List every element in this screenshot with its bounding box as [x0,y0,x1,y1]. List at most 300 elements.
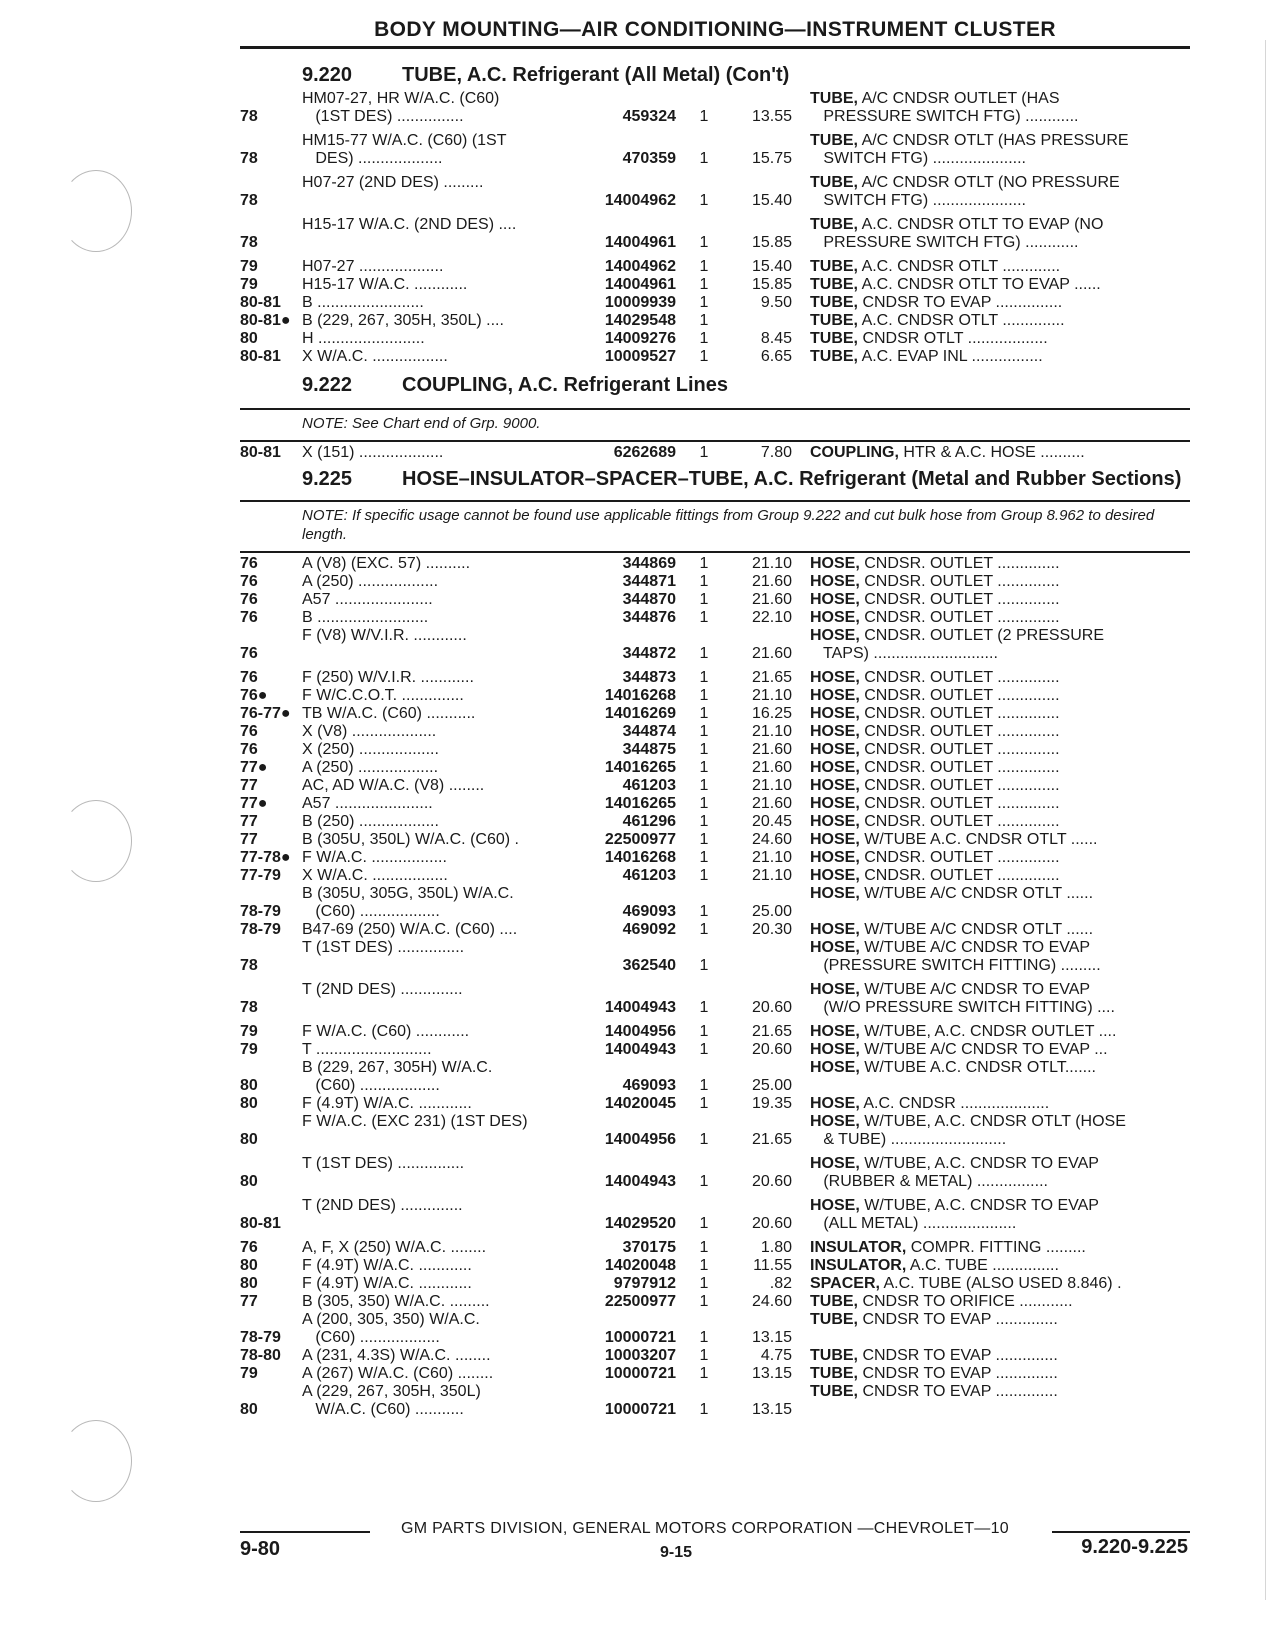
year-cell: 76 [240,669,258,686]
quantity-cell: 1 [699,1077,709,1094]
model-description-cell: H07-27 (2ND DES) ......... [302,174,484,191]
part-detail: W/TUBE A.C. CNDSR OTLT ...... [859,831,1098,848]
price-cell: 11.55 [753,1257,792,1274]
quantity-cell: 1 [699,795,709,812]
part-detail: CNDSR. OUTLET .............. [859,759,1060,776]
model-description-cell: A57 ...................... [302,795,433,812]
quantity-cell: 1 [699,330,709,347]
part-number-cell: 14004943 [604,1173,676,1190]
part-type: TUBE, [810,348,858,365]
part-number-cell: 344876 [622,609,676,626]
year-cell: 80 [240,1095,258,1112]
part-type: HOSE, [810,1095,860,1112]
part-name-cell [792,921,1190,939]
part-name-cell [792,591,1190,609]
price-cell: 8.45 [760,330,792,347]
table-row [240,813,1190,831]
part-name-cell [792,1311,1190,1347]
year-cell: 77 [240,777,258,794]
price-cell: 9.50 [760,294,792,311]
year-cell: 76-77● [240,705,291,722]
part-detail: A.C. CNDSR OTLT ............. [858,258,1061,275]
part-name-cell [792,444,1190,462]
part-detail: CNDSR. OUTLET .............. [859,795,1060,812]
model-description-cell: B (250) .................. [302,813,439,830]
part-number-cell: 22500977 [604,831,676,848]
part-type: HOSE, [810,795,860,812]
part-type: HOSE, [810,939,860,956]
year-cell: 76 [240,609,258,626]
model-description-cell: B (305, 350) W/A.C. ......... [302,1293,490,1310]
part-detail: W/TUBE, A.C. CNDSR OUTLET .... [859,1023,1117,1040]
part-type: HOSE, [810,741,860,758]
quantity-cell: 1 [699,1365,709,1382]
price-cell: 13.15 [751,1401,792,1418]
part-detail: CNDSR. OUTLET .............. [859,849,1060,866]
model-description-cell: T (1ST DES) ............... [302,939,465,956]
part-type: HOSE, [810,555,860,572]
table-row [240,258,1190,276]
quantity-cell: 1 [699,258,709,275]
model-description-cell: F W/A.C. (EXC 231) (1ST DES) [302,1113,528,1130]
table-row [240,627,1190,663]
part-detail: CNDSR. OUTLET .............. [859,687,1060,704]
year-cell: 76● [240,687,268,704]
part-type: HOSE, [810,609,860,626]
year-cell: 77-79 [240,867,281,884]
model-description-cell: X W/A.C. ................. [302,867,448,884]
part-name-cell [792,759,1190,777]
part-detail: W/TUBE, A.C. CNDSR TO EVAP (RUBBER & METAL) ................ [823,1155,1099,1190]
model-description-cell: A57 ...................... [302,591,433,608]
model-description-cell: HM07-27, HR W/A.C. (C60) (1ST DES) ............... [302,90,500,125]
part-name-cell [792,312,1190,330]
quantity-cell: 1 [699,1347,709,1364]
quantity-cell: 1 [699,867,709,884]
part-name-cell [792,627,1190,663]
price-cell: 15.85 [751,234,792,251]
part-name-cell [792,939,1190,975]
part-type: HOSE, [810,981,860,998]
part-detail: CNDSR TO EVAP .............. [858,1311,1058,1328]
price-cell: 20.60 [751,1041,792,1058]
price-cell: 21.60 [751,759,792,776]
quantity-cell: 1 [699,192,709,209]
part-type: HOSE, [810,1155,860,1172]
part-name-cell [792,1113,1190,1149]
model-description-cell: T (1ST DES) ............... [302,1155,465,1172]
part-number-cell: 344870 [622,591,676,608]
model-description-cell: X (V8) ................... [302,723,437,740]
part-type: TUBE, [810,1365,858,1382]
quantity-cell: 1 [699,1239,709,1256]
part-name-cell [792,867,1190,885]
price-cell: 21.10 [751,723,792,740]
price-cell: 21.10 [751,849,792,866]
part-detail: HTR & A.C. HOSE .......... [898,444,1085,461]
part-detail: CNDSR TO EVAP .............. [858,1347,1058,1364]
part-detail: A.C. EVAP INL ................ [858,348,1043,365]
binder-hole-middle [60,800,132,882]
model-description-cell: A (250) .................. [302,759,439,776]
price-cell: 24.60 [751,1293,792,1310]
part-name-cell [792,1275,1190,1293]
table-row [240,609,1190,627]
part-number-cell: 14029520 [604,1215,676,1232]
year-cell: 78 [240,150,258,167]
table-row [240,1347,1190,1365]
part-detail: CNDSR. OUTLET .............. [859,777,1060,794]
page-number-center: 9-15 [660,1544,693,1561]
quantity-cell: 1 [699,348,709,365]
table-row [240,312,1190,330]
part-detail: CNDSR TO EVAP ............... [858,294,1063,311]
part-type: TUBE, [810,1293,858,1310]
year-cell: 80 [240,1077,258,1094]
part-name-cell [792,885,1190,921]
part-number-cell: 362540 [622,957,676,974]
year-cell: 79 [240,1365,258,1382]
table-row [240,723,1190,741]
model-description-cell: F W/C.C.O.T. .............. [302,687,464,704]
price-cell: 21.60 [751,795,792,812]
quantity-cell: 1 [699,831,709,848]
model-description-cell: X (250) .................. [302,741,439,758]
table-row [240,1197,1190,1233]
part-type: TUBE, [810,312,858,329]
quantity-cell: 1 [699,444,709,461]
binder-hole-top [60,170,132,252]
table-row [240,348,1190,366]
year-cell: 76 [240,723,258,740]
year-cell: 76 [240,1239,258,1256]
table-row [240,1239,1190,1257]
part-type: HOSE, [810,723,860,740]
part-detail: W/TUBE, A.C. CNDSR TO EVAP (ALL METAL) ..................... [823,1197,1099,1232]
model-description-cell: B (305U, 350L) W/A.C. (C60) . [302,831,519,848]
part-type: TUBE, [810,276,858,293]
year-cell: 80 [240,1275,258,1292]
year-cell: 76 [240,741,258,758]
part-detail: A.C. CNDSR OTLT TO EVAP ...... [858,276,1101,293]
quantity-cell: 1 [699,903,709,920]
table-row [240,759,1190,777]
table-row [240,1095,1190,1113]
part-detail: CNDSR TO EVAP .............. [858,1383,1058,1400]
part-number-cell: 10009527 [604,348,676,365]
part-name-cell [792,1257,1190,1275]
price-cell: 1.80 [760,1239,792,1256]
part-number-cell: 370175 [622,1239,676,1256]
section-title [240,374,1190,396]
part-number-cell: 22500977 [604,1293,676,1310]
quantity-cell: 1 [699,849,709,866]
part-detail: W/TUBE A/C CNDSR TO EVAP (W/O PRESSURE SWITCH FITTING) .... [823,981,1115,1016]
price-cell [732,312,792,330]
year-cell: 78 [240,999,258,1016]
table-row [240,1023,1190,1041]
quantity-cell: 1 [699,150,709,167]
year-cell: 78 [240,234,258,251]
price-cell: 21.60 [751,741,792,758]
price-cell: 4.75 [760,1347,792,1364]
model-description-cell: B (305U, 305G, 350L) W/A.C. (C60) .................. [302,885,514,920]
part-name-cell [792,216,1190,252]
page-edge [1265,40,1266,1600]
part-detail: CNDSR. OUTLET .............. [859,591,1060,608]
year-cell: 80-81● [240,312,291,329]
part-detail: CNDSR. OUTLET .............. [859,723,1060,740]
quantity-cell: 1 [699,294,709,311]
part-detail: W/TUBE A/C CNDSR TO EVAP ... [859,1041,1108,1058]
price-cell: 25.00 [751,1077,792,1094]
part-type: TUBE, [810,216,858,233]
part-detail: CNDSR TO EVAP .............. [858,1365,1058,1382]
table-row [240,705,1190,723]
quantity-cell: 1 [699,1095,709,1112]
part-name-cell [792,276,1190,294]
part-type: TUBE, [810,1347,858,1364]
part-name-cell [792,687,1190,705]
model-description-cell: AC, AD W/A.C. (V8) ........ [302,777,485,794]
price-cell: 21.60 [751,591,792,608]
year-cell: 80-81 [240,294,281,311]
part-name-cell [792,1197,1190,1233]
part-type: HOSE, [810,627,860,644]
quantity-cell: 1 [699,312,709,329]
model-description-cell: TB W/A.C. (C60) ........... [302,705,476,722]
part-number-cell: 14016268 [604,849,676,866]
price-cell: 21.60 [751,645,792,662]
table-row [240,132,1190,168]
part-name-cell [792,1239,1190,1257]
part-number-cell: 14020048 [604,1257,676,1274]
table-row [240,1293,1190,1311]
price-cell: 21.10 [751,777,792,794]
year-cell: 77 [240,1293,258,1310]
parts-list [240,555,1190,1419]
part-name-cell [792,813,1190,831]
price-cell: 20.45 [751,813,792,830]
price-cell: 21.10 [751,555,792,572]
section-note: NOTE: If specific usage cannot be found use applicable fittings from Group 9.222 and cut bulk hose from Group 8.962 to desired length. [302,507,1155,543]
footer-rule [240,1531,370,1533]
year-cell: 77● [240,759,268,776]
year-cell: 77 [240,813,258,830]
model-description-cell: F W/A.C. (C60) ............ [302,1023,470,1040]
quantity-cell: 1 [699,705,709,722]
part-type: COUPLING, [810,444,899,461]
table-row [240,885,1190,921]
table-row [240,276,1190,294]
part-name-cell [792,1059,1190,1095]
part-type: INSULATOR, [810,1257,907,1274]
price-cell: 16.25 [751,705,792,722]
table-row [240,174,1190,210]
part-detail: CNDSR TO ORIFICE ............ [858,1293,1073,1310]
price-cell: 15.85 [751,276,792,293]
table-row [240,741,1190,759]
model-description-cell: F (4.9T) W/A.C. ............ [302,1095,472,1112]
year-cell: 77● [240,795,268,812]
part-number-cell: 344872 [622,645,676,662]
part-name-cell [792,132,1190,168]
part-detail: CNDSR. OUTLET .............. [859,609,1060,626]
part-number-cell: 344875 [622,741,676,758]
part-type: HOSE, [810,1041,860,1058]
year-cell: 77 [240,831,258,848]
table-row [240,1257,1190,1275]
part-type: SPACER, [810,1275,880,1292]
price-cell: 20.60 [751,1173,792,1190]
table-row [240,1041,1190,1059]
part-number-cell: 14004961 [604,276,676,293]
model-description-cell: B ......................... [302,609,429,626]
part-number-cell: 14004943 [604,1041,676,1058]
model-description-cell: X W/A.C. ................. [302,348,448,365]
section-note: NOTE: See Chart end of Grp. 9000. [302,415,541,432]
year-cell: 80 [240,330,258,347]
price-cell: 21.65 [751,1131,792,1148]
part-detail: A/C CNDSR OTLT (NO PRESSURE SWITCH FTG) ..................... [823,174,1120,209]
part-type: INSULATOR, [810,1239,907,1256]
section-number: 9.222 [302,374,353,396]
part-name-cell [792,849,1190,867]
table-row [240,1155,1190,1191]
table-row [240,1311,1190,1347]
part-number-cell: 344869 [622,555,676,572]
part-type: HOSE, [810,921,860,938]
part-number-cell: 469092 [622,921,676,938]
section-name: HOSE–INSULATOR–SPACER–TUBE, A.C. Refrigerant (Metal and Rubber Sections) [402,468,1182,490]
part-detail: W/TUBE A.C. CNDSR OTLT....... [859,1059,1096,1076]
page-number: 9-80 [240,1538,281,1560]
year-cell: 79 [240,276,258,293]
part-name-cell [792,90,1190,126]
footer-publisher: GM PARTS DIVISION, GENERAL MOTORS CORPORATION —CHEVROLET—10 [400,1520,1010,1537]
quantity-cell: 1 [699,108,709,125]
table-row [240,1365,1190,1383]
part-type: TUBE, [810,90,858,107]
part-detail: W/TUBE, A.C. CNDSR OTLT (HOSE & TUBE) .......................... [823,1113,1126,1148]
part-detail: CNDSR. OUTLET .............. [859,741,1060,758]
model-description-cell: F (250) W/V.I.R. ............ [302,669,474,686]
year-cell: 78 [240,192,258,209]
part-number-cell: 461203 [622,777,676,794]
year-cell: 80 [240,1257,258,1274]
group-range: 9.220-9.225 [1081,1536,1188,1558]
part-detail: A.C. CNDSR OTLT .............. [858,312,1065,329]
part-type: HOSE, [810,687,860,704]
table-row [240,330,1190,348]
price-cell: 21.65 [751,1023,792,1040]
part-type: HOSE, [810,1113,860,1130]
part-number-cell: 14016265 [604,759,676,776]
model-description-cell: B (229, 267, 305H) W/A.C. (C60) .................. [302,1059,493,1094]
quantity-cell: 1 [699,777,709,794]
part-type: HOSE, [810,573,860,590]
price-cell: 22.10 [751,609,792,626]
table-row [240,687,1190,705]
part-name-cell [792,1347,1190,1365]
quantity-cell: 1 [699,1401,709,1418]
price-cell: 15.40 [751,258,792,275]
model-description-cell: T .......................... [302,1041,432,1058]
quantity-cell: 1 [699,234,709,251]
part-number-cell: 344874 [622,723,676,740]
quantity-cell: 1 [699,1329,709,1346]
quantity-cell: 1 [699,1275,709,1292]
catalog-content [240,62,1190,1419]
part-type: HOSE, [810,849,860,866]
year-cell: 76 [240,555,258,572]
year-cell: 80 [240,1131,258,1148]
part-name-cell [792,1041,1190,1059]
part-name-cell [792,981,1190,1017]
table-row [240,216,1190,252]
table-row [240,669,1190,687]
quantity-cell: 1 [699,555,709,572]
year-cell: 80-81 [240,444,281,461]
quantity-cell: 1 [699,645,709,662]
part-number-cell: 469093 [622,903,676,920]
part-name-cell [792,831,1190,849]
price-cell: 13.15 [751,1329,792,1346]
part-name-cell [792,174,1190,210]
year-cell: 78-79 [240,921,281,938]
table-row [240,849,1190,867]
part-name-cell [792,609,1190,627]
section-title [240,64,1190,86]
part-name-cell [792,723,1190,741]
price-cell: 20.30 [751,921,792,938]
part-type: HOSE, [810,867,860,884]
quantity-cell: 1 [699,1173,709,1190]
quantity-cell: 1 [699,669,709,686]
part-number-cell: 14016269 [604,705,676,722]
price-cell: 6.65 [760,348,792,365]
model-description-cell: F W/A.C. ................. [302,849,447,866]
part-type: TUBE, [810,258,858,275]
part-number-cell: 14016265 [604,795,676,812]
year-cell: 77-78● [240,849,291,866]
year-cell: 80 [240,1401,258,1418]
part-number-cell: 14009276 [604,330,676,347]
section-number: 9.220 [302,64,353,86]
year-cell: 80 [240,1173,258,1190]
year-cell: 76 [240,573,258,590]
part-number-cell: 10009939 [604,294,676,311]
quantity-cell: 1 [699,1041,709,1058]
year-cell: 79 [240,1041,258,1058]
part-detail: CNDSR. OUTLET (2 PRESSURE TAPS) ............................ [823,627,1104,662]
table-row [240,90,1190,126]
part-name-cell [792,669,1190,687]
quantity-cell: 1 [699,1131,709,1148]
quantity-cell: 1 [699,723,709,740]
footer-rule [1052,1531,1190,1533]
part-detail: CNDSR. OUTLET .............. [859,573,1060,590]
table-row [240,1059,1190,1095]
price-cell [732,939,792,975]
price-cell: 13.15 [751,1365,792,1382]
price-cell: 15.40 [751,192,792,209]
part-detail: A.C. TUBE ............... [906,1257,1059,1274]
price-cell: 21.10 [751,687,792,704]
part-type: HOSE, [810,759,860,776]
part-detail: A.C. TUBE (ALSO USED 8.846) . [879,1275,1122,1292]
part-number-cell: 10000721 [604,1365,676,1382]
